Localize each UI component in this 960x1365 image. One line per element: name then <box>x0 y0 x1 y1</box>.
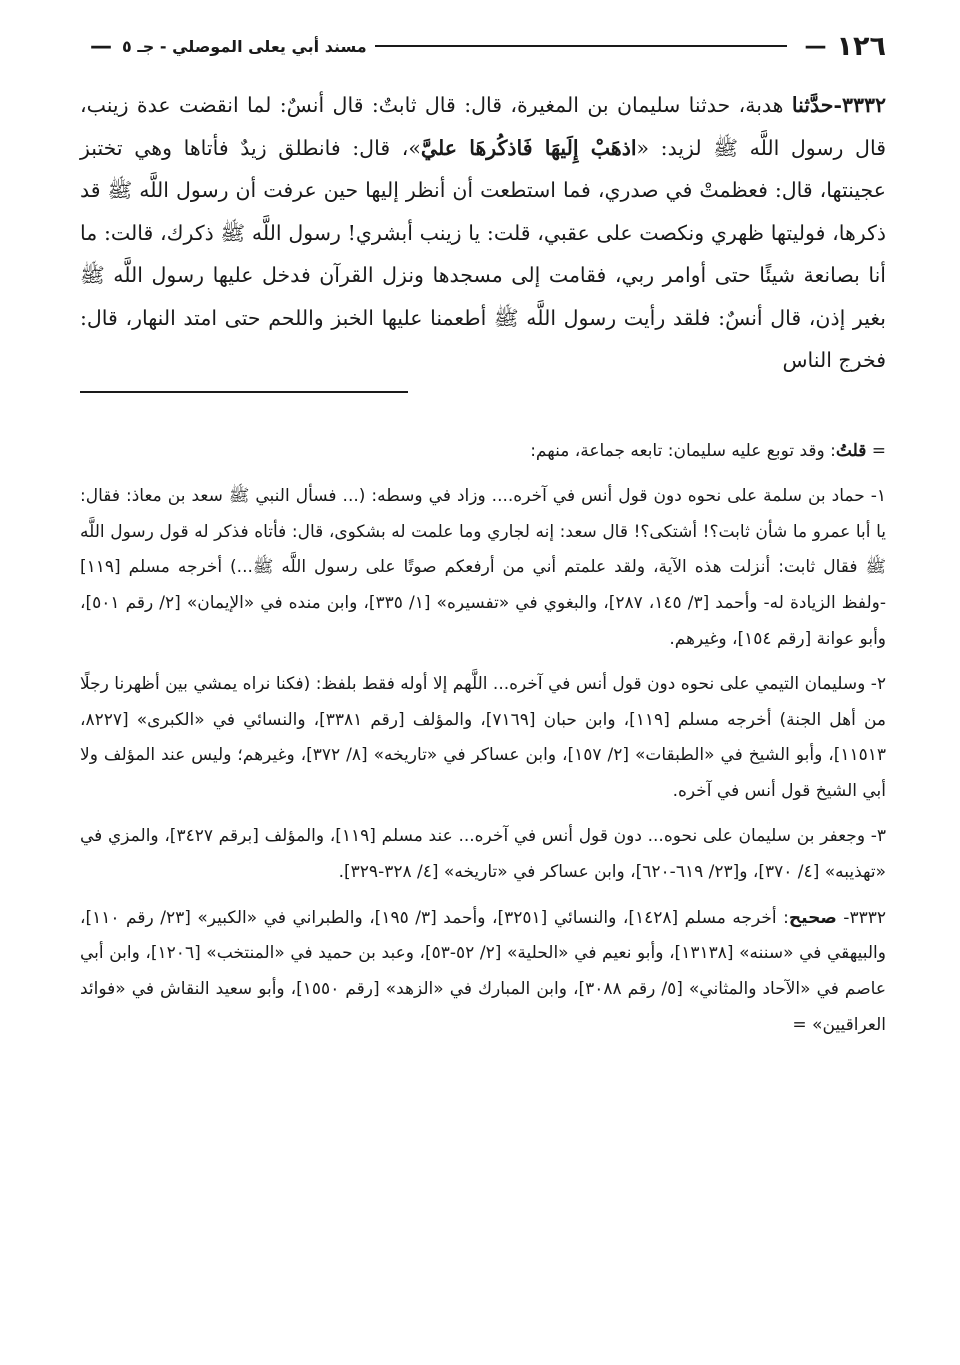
takhrij-number: ٣٣٣٢- <box>836 907 886 928</box>
footnote-item-1: ١- حماد بن سلمة على نحوه دون قول أنس في آخره.... وزاد في وسطه: (... فسأل النبي ﷺ سعد بن معاذ: فقال: يا أبا عمرو ما شأن ثابت؟! أشتكى؟! قال سعد: إنه لجاري وما علمت له بشكوى، قال: فأتاه فذكر له قول رسول اللَّه ﷺ فقال ثابت: أنزلت هذه الآية، ولقد علمتم أني من أرفعكم صوتًا على رسول اللَّه ﷺ...) أخرجه مسلم [١١٩] -ولفظ الزيادة له- وأحمد [٣/ ١٤٥، ٢٨٧]، والبغوي في «تفسيره» [١/ ٣٣٥]، وابن منده في «الإيمان» [٢/ رقم ٥٠١]، وأبو عوانة [رقم ١٥٤]، وغيرهم. <box>80 485 886 649</box>
grading-label: صحيح <box>788 907 837 928</box>
haddathana-word: حدَّثنا <box>791 93 834 117</box>
continuation-mark: = <box>866 441 886 461</box>
takhrij-text: : أخرجه مسلم [١٤٢٨]، والنسائي [٣٢٥١]، وأحمد [٣/ ١٩٥]، والطبراني في «الكبير» [٢٣/ رقم ١١٠]، والبيهقي في «سننه» [١٣١٣٨]، وأبو نعيم في «الحلية» [٢/ ٥٢-٥٣]، وعبد بن حميد في «المنتخب» [١٢٠٦]، وابن أبي عاصم في «الآحاد والمثاني» [٥/ رقم ٣٠٨٨]، وابن المبارك في «الزهد» [رقم ١٥٥٠]، وأبو سعيد النقاش في «فوائد العراقيين» = <box>80 907 886 1035</box>
takhrij-note <box>80 901 886 1044</box>
footnote-intro <box>80 434 886 470</box>
hadith-text-part-b: »، قال: فانطلق زيدٌ فأتاها وهي تختبز عجينتها، قال: فعظمتْ في صدري، فما استطعت أن أنظر إليها حين عرفت أن رسول اللَّه ﷺ قد ذكرها، فوليتها ظهري ونكصت على عقبي، قلت: يا زينب أبشري! رسول اللَّه ﷺ ذكرك، قالت: ما أنا بصانعة شيئًا حتى أوامر ربي، فقامت إلى مسجدها ونزل القرآن فدخل عليها رسول اللَّه ﷺ بغير إذن، قال أنسٌ: فلقد رأيت رسول اللَّه ﷺ أطعمنا عليها الخبز واللحم حتى امتد النهار، قال: فخرج الناس <box>80 135 886 372</box>
running-header <box>80 26 886 66</box>
footnotes <box>80 434 886 1044</box>
running-title: مسند أبي يعلى الموصلي - جـ ٥ <box>122 36 367 56</box>
footnote-intro-text: : وقد توبع عليه سليمان: تابعه جماعة، منهم: <box>530 441 836 461</box>
header-rule <box>375 45 787 47</box>
hadith-number: ٣٣٣٢- <box>833 93 886 117</box>
prophetic-quote: اذهَبْ إِلَيهَا فَاذكُرهَا عليَّ <box>420 135 637 160</box>
page-number: ١٢٦ <box>836 30 886 62</box>
qultu-label: قلتُ <box>835 441 867 461</box>
footnote-item-2: ٢- وسليمان التيمي على نحوه دون قول أنس في آخره... اللَّهم إلا أوله فقط بلفظ: (فكنا نراه يمشي بين أظهرنا رجلًا من أهل الجنة) أخرجه مسلم [١١٩]، وابن حبان [٧١٦٩]، والمؤلف [رقم ٣٣٨١]، والنسائي في «الكبرى» [٨٢٢٧، ١١٥١٣]، وأبو الشيخ في «الطبقات» [٢/ ١٥٧]، وابن عساكر في «تاريخه» [٨/ ٣٧٢]، وغيرهم؛ وليس عند المؤلف ولا أبي الشيخ قول أنس في آخره. <box>80 673 887 802</box>
footnote-item-3: ٣- وجعفر بن سليمان على نحوه... دون قول أنس في آخره... عند مسلم [١١٩]، والمؤلف [برقم ٣٤٢٧]، والمزي في «تهذيبه» [٤/ ٣٧٠]، و[٢٣/ ٦١٩-٦٢٠]، وابن عساكر في «تاريخه» [٤/ ٣٢٨-٣٢٩]. <box>80 825 887 882</box>
footnote-separator <box>80 391 408 393</box>
header-dash-end: — <box>90 33 112 59</box>
hadith-text <box>80 84 886 382</box>
hadith-text-part-a: هدبة، حدثنا سليمان بن المغيرة، قال: قال ثابتٌ: قال أنسٌ: لما انقضت عدة زينب، قال رسول اللَّه ﷺ لزيد: « <box>80 93 886 160</box>
header-dash: — <box>804 33 827 59</box>
